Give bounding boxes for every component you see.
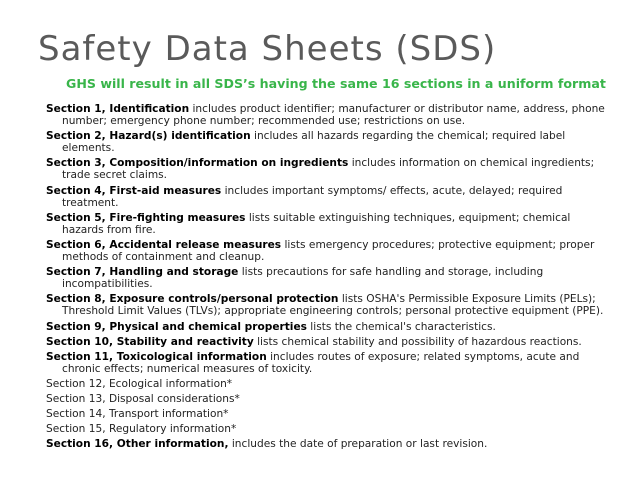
section-description: lists the chemical's characteristics. — [306, 320, 496, 333]
section-heading: Section 4, First-aid measures — [46, 184, 222, 197]
section-description: includes the date of preparation or last revision. — [228, 438, 488, 451]
slide-title: Safety Data Sheets (SDS) — [38, 28, 497, 69]
section-description: includes important symptoms/ effects, acute, delayed; required treatment. — [62, 184, 563, 209]
section-item-4 — [46, 185, 606, 209]
section-item-3 — [46, 157, 606, 181]
section-heading: Section 9, Physical and chemical properties — [46, 320, 307, 333]
section-heading: Section 1, Identification — [46, 103, 190, 115]
section-item-1 — [46, 103, 606, 127]
section-heading: Section 2, Hazard(s) identification — [46, 130, 251, 143]
section-item-14 — [46, 408, 606, 420]
section-item-10 — [46, 336, 606, 348]
section-description: includes product identifier; manufacturer or distributor name, address, phone number; emergency phone number; recommended use; restrictions on use. — [62, 103, 605, 128]
section-heading: Section 7, Handling and storage — [46, 266, 239, 279]
section-item-13 — [46, 393, 606, 405]
section-description: Section 14, Transport information* — [46, 408, 229, 421]
section-heading: Section 3, Composition/information on ingredients — [46, 157, 349, 170]
section-description: lists precautions for safe handling and storage, including incompatibilities. — [62, 266, 544, 291]
slide-subtitle: GHS will result in all SDS’s having the same 16 sections in a uniform format — [66, 76, 606, 91]
section-item-8 — [46, 293, 606, 317]
section-list — [46, 103, 606, 453]
section-heading: Section 10, Stability and reactivity — [46, 335, 254, 348]
section-description: lists suitable extinguishing techniques, equipment; chemical hazards from fire. — [62, 211, 571, 236]
section-item-16 — [46, 438, 606, 450]
section-item-2 — [46, 130, 606, 154]
section-item-12 — [46, 378, 606, 390]
section-description: Section 13, Disposal considerations* — [46, 392, 240, 405]
section-heading: Section 6, Accidental release measures — [46, 238, 282, 251]
section-item-7 — [46, 266, 606, 290]
section-item-9 — [46, 321, 606, 333]
section-description: includes information on chemical ingredients; trade secret claims. — [62, 157, 595, 182]
section-heading: Section 16, Other information, — [46, 438, 229, 451]
section-description: lists chemical stability and possibility of hazardous reactions. — [253, 335, 582, 348]
section-heading: Section 5, Fire-fighting measures — [46, 211, 246, 224]
section-description: Section 12, Ecological information* — [46, 377, 233, 390]
section-item-11 — [46, 351, 606, 375]
section-description: lists emergency procedures; protective equipment; proper methods of containment and cleanup. — [62, 238, 595, 264]
section-heading: Section 8, Exposure controls/personal protection — [46, 293, 339, 306]
section-description: lists OSHA's Permissible Exposure Limits (PELs); Threshold Limit Values (TLVs); appropriate engineering controls; personal protective equipment (PPE). — [62, 293, 604, 318]
section-item-5 — [46, 212, 606, 236]
section-heading: Section 11, Toxicological information — [46, 350, 267, 363]
section-item-6 — [46, 239, 606, 263]
section-description: includes routes of exposure; related symptoms, acute and chronic effects; numerical measures of toxicity. — [62, 350, 580, 375]
section-description: Section 15, Regulatory information* — [46, 423, 237, 436]
section-description: includes all hazards regarding the chemical; required label elements. — [62, 130, 566, 155]
section-item-15 — [46, 423, 606, 435]
